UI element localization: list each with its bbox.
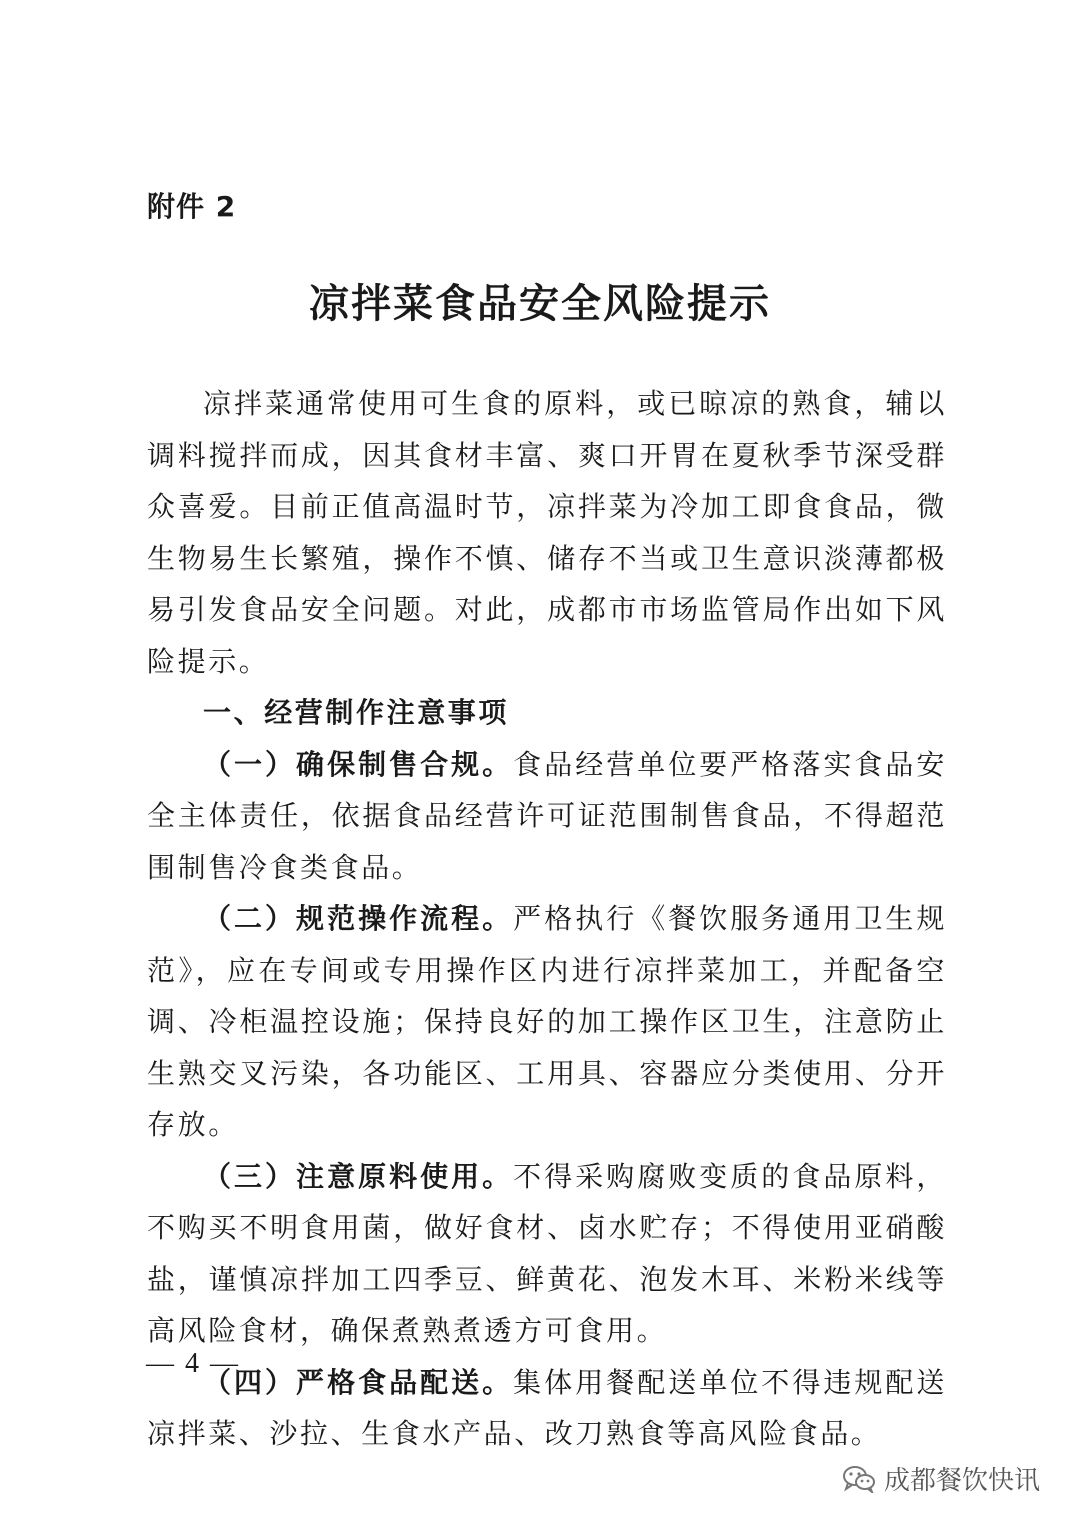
item-title: （一）确保制售合规。 [203, 747, 514, 781]
item-text: 严格执行《餐饮服务通用卫生规范》，应在专间或专用操作区内进行凉拌菜加工，并配备空调、冷柜温控设施；保持良好的加工操作区卫生，注意防止生熟交叉污染，各功能区、工用具、容器应分类使用、分开存放。 [147, 902, 947, 1141]
attachment-label: 附件 2 [147, 190, 237, 223]
intro-paragraph: 凉拌菜通常使用可生食的原料，或已晾凉的熟食，辅以调料搅拌而成，因其食材丰富、爽口开胃在夏秋季节深受群众喜爱。目前正值高温时节，凉拌菜为冷加工即食食品，微生物易生长繁殖，操作不慎、储存不当或卫生意识淡薄都极易引发食品安全问题。对此，成都市市场监管局作出如下风险提示。 [147, 387, 947, 678]
item-paragraph [147, 1357, 947, 1460]
item-text: 集体用餐配送单位不得违规配送凉拌菜、沙拉、生食水产品、改刀熟食等高风险食品。 [147, 1365, 947, 1450]
item-paragraph [147, 739, 947, 894]
item-title: （四）严格食品配送。 [203, 1365, 514, 1399]
item-paragraph [147, 1151, 947, 1357]
watermark [842, 1460, 1040, 1497]
item-text: 不得采购腐败变质的食品原料，不购买不明食用菌，做好食材、卤水贮存；不得使用亚硝酸盐，谨慎凉拌加工四季豆、鲜黄花、泡发木耳、米粉米线等高风险食材，确保煮熟煮透方可食用。 [147, 1159, 947, 1347]
item-text: 食品经营单位要严格落实食品安全主体责任，依据食品经营许可证范围制售食品，不得超范围制售冷食类食品。 [147, 747, 947, 884]
item-paragraph [147, 893, 947, 1151]
item-title: （三）注意原料使用。 [203, 1159, 514, 1193]
section-heading: 一、经营制作注意事项 [203, 696, 510, 729]
document-body [147, 378, 947, 1460]
document-title: 凉拌菜食品安全风险提示 [309, 280, 771, 327]
page-number: — 4 — [146, 1348, 240, 1379]
watermark-text: 成都餐饮快讯 [884, 1466, 1041, 1496]
wechat-icon [842, 1465, 876, 1493]
item-title: （二）规范操作流程。 [203, 902, 514, 935]
